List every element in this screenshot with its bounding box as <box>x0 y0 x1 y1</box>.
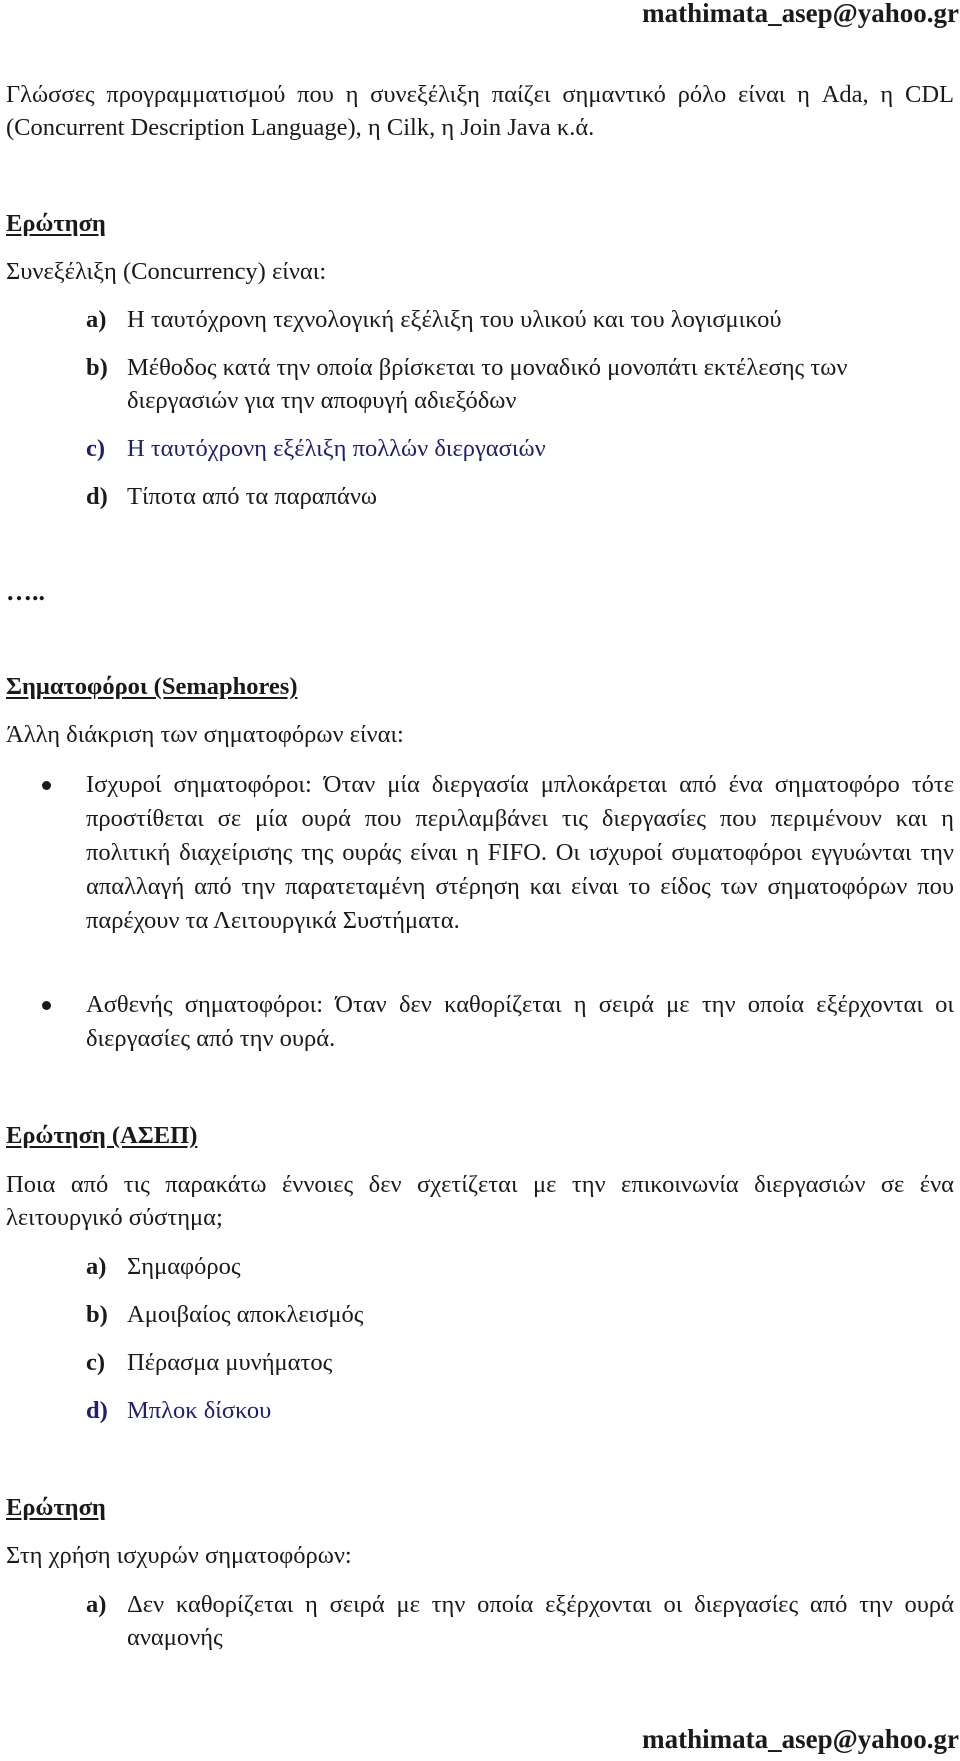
bullet-weak-semaphores <box>86 988 954 1056</box>
semaphores-heading: Σηματοφόροι (Semaphores) <box>6 673 298 700</box>
q2-option-a <box>86 1250 954 1283</box>
bullet-strong-semaphores <box>86 768 954 938</box>
option-text: Μπλοκ δίσκου <box>127 1397 272 1424</box>
option-label: a) <box>86 306 107 333</box>
ellipsis: ….. <box>6 577 45 606</box>
option-text: Σημαφόρος <box>127 1253 241 1280</box>
option-text: Μέθοδος κατά την οποία βρίσκεται το μοναδικό μονοπάτι εκτέλεσης των διεργασιών για την αποφυγή αδιεξόδων <box>127 354 848 414</box>
option-label: d) <box>86 1397 108 1424</box>
option-text: Η ταυτόχρονη εξέλιξη πολλών διεργασιών <box>127 435 546 462</box>
semaphores-intro: Άλλη διάκριση των σηματοφόρων είναι: <box>6 721 404 748</box>
option-label: d) <box>86 483 108 510</box>
option-label: a) <box>86 1253 107 1280</box>
option-text: Η ταυτόχρονη τεχνολογική εξέλιξη του υλικού και του λογισμικού <box>127 306 782 333</box>
q1-option-d <box>86 480 954 513</box>
q1-option-a <box>86 303 954 336</box>
q2-heading: Ερώτηση (ΑΣΕΠ) <box>6 1122 198 1149</box>
header-email: mathimata_asep@yahoo.gr <box>642 0 959 28</box>
option-label: b) <box>86 1301 108 1328</box>
q2-option-b <box>86 1298 954 1331</box>
q1-heading: Ερώτηση <box>6 210 106 237</box>
option-label: a) <box>86 1591 107 1618</box>
option-text: Αμοιβαίος αποκλεισμός <box>127 1301 364 1328</box>
q2-option-c <box>86 1346 954 1379</box>
bullet-icon <box>42 1001 51 1010</box>
q3-heading: Ερώτηση <box>6 1494 106 1521</box>
intro-paragraph: Γλώσσες προγραμματισμού που η συνεξέλιξη παίζει σημαντικό ρόλο είναι η Ada, η CDL (Concurrent Description Language), η Cilk, η Join Java κ.ά. <box>6 81 954 141</box>
q2-option-d-correct <box>86 1394 954 1427</box>
q1-question: Συνεξέλιξη (Concurrency) είναι: <box>6 258 327 285</box>
q3-question: Στη χρήση ισχυρών σηματοφόρων: <box>6 1542 352 1569</box>
bullet-text: Ισχυροί σηματοφόροι: Όταν μία διεργασία μπλοκάρεται από ένα σηματοφόρο τότε προστίθεται σε μία ουρά που περιλαμβάνει τις διεργασίες που περιμένουν και η πολιτική διαχείρισης της ουράς είναι η FIFO. Οι ισχυροί συματοφόροι εγγυώνται την απαλλαγή από την παρατεταμένη στέρηση και είναι το είδος των σηματοφόρων που παρέχουν τα Λειτουργικά Συστήματα. <box>86 771 954 934</box>
option-label: c) <box>86 1349 106 1376</box>
option-text: Πέρασμα μυνήματος <box>127 1349 333 1376</box>
bullet-text: Ασθενής σηματοφόροι: Όταν δεν καθορίζεται η σειρά με την οποία εξέρχονται οι διεργασίες από την ουρά. <box>86 991 954 1052</box>
q1-option-b <box>86 351 954 417</box>
option-text: Τίποτα από τα παραπάνω <box>127 483 378 510</box>
option-label: b) <box>86 354 108 381</box>
option-label: c) <box>86 435 106 462</box>
bullet-icon <box>42 781 51 790</box>
option-text: Δεν καθορίζεται η σειρά με την οποία εξέρχονται οι διεργασίες από την ουρά αναμονής <box>127 1591 954 1651</box>
q1-option-c-correct <box>86 432 954 465</box>
q3-option-a <box>86 1588 954 1654</box>
footer-email: mathimata_asep@yahoo.gr <box>642 1724 959 1754</box>
q2-question: Ποια από τις παρακάτω έννοιες δεν σχετίζεται με την επικοινωνία διεργασιών σε ένα λειτουργικό σύστημα; <box>6 1171 954 1231</box>
